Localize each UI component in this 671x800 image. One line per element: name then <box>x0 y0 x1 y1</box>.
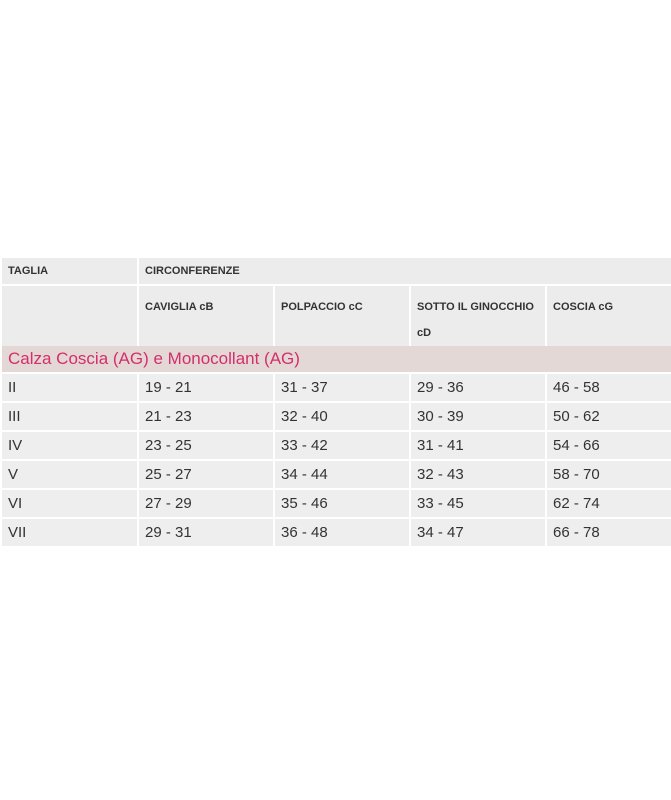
size-cell: V <box>2 459 137 488</box>
size-cell: III <box>2 401 137 430</box>
circumferences-header: CIRCONFERENZE <box>137 258 671 286</box>
ankle-cell: 19 - 21 <box>137 372 273 401</box>
below-knee-cell: 29 - 36 <box>409 372 545 401</box>
thigh-cell: 58 - 70 <box>545 459 671 488</box>
calf-cell: 31 - 37 <box>273 372 409 401</box>
table-row <box>2 517 671 546</box>
thigh-cell: 54 - 66 <box>545 430 671 459</box>
calf-cell: 33 - 42 <box>273 430 409 459</box>
ankle-cell: 25 - 27 <box>137 459 273 488</box>
below-knee-cell: 33 - 45 <box>409 488 545 517</box>
size-table-container <box>2 258 671 546</box>
below-knee-cell: 34 - 47 <box>409 517 545 546</box>
size-cell: IV <box>2 430 137 459</box>
header-row-top <box>2 258 671 286</box>
calf-cell: 32 - 40 <box>273 401 409 430</box>
ankle-cell: 27 - 29 <box>137 488 273 517</box>
column-header-ankle: CAVIGLIA cB <box>137 286 273 346</box>
below-knee-cell: 32 - 43 <box>409 459 545 488</box>
size-header: TAGLIA <box>2 258 137 286</box>
thigh-cell: 66 - 78 <box>545 517 671 546</box>
calf-cell: 35 - 46 <box>273 488 409 517</box>
size-cell: II <box>2 372 137 401</box>
size-cell: VII <box>2 517 137 546</box>
calf-cell: 34 - 44 <box>273 459 409 488</box>
ankle-cell: 29 - 31 <box>137 517 273 546</box>
ankle-cell: 23 - 25 <box>137 430 273 459</box>
table-row <box>2 372 671 401</box>
size-table <box>2 258 671 546</box>
thigh-cell: 62 - 74 <box>545 488 671 517</box>
column-header-calf: POLPACCIO cC <box>273 286 409 346</box>
size-header-empty <box>2 286 137 346</box>
header-row-columns <box>2 286 671 346</box>
below-knee-cell: 30 - 39 <box>409 401 545 430</box>
column-header-thigh: COSCIA cG <box>545 286 671 346</box>
table-row <box>2 488 671 517</box>
table-row <box>2 430 671 459</box>
table-row <box>2 401 671 430</box>
ankle-cell: 21 - 23 <box>137 401 273 430</box>
table-body <box>2 372 671 546</box>
size-cell: VI <box>2 488 137 517</box>
thigh-cell: 50 - 62 <box>545 401 671 430</box>
calf-cell: 36 - 48 <box>273 517 409 546</box>
table-row <box>2 459 671 488</box>
column-header-below-knee: SOTTO IL GINOCCHIO cD <box>409 286 545 346</box>
section-title: Calza Coscia (AG) e Monocollant (AG) <box>2 346 671 372</box>
thigh-cell: 46 - 58 <box>545 372 671 401</box>
below-knee-cell: 31 - 41 <box>409 430 545 459</box>
section-row <box>2 346 671 372</box>
